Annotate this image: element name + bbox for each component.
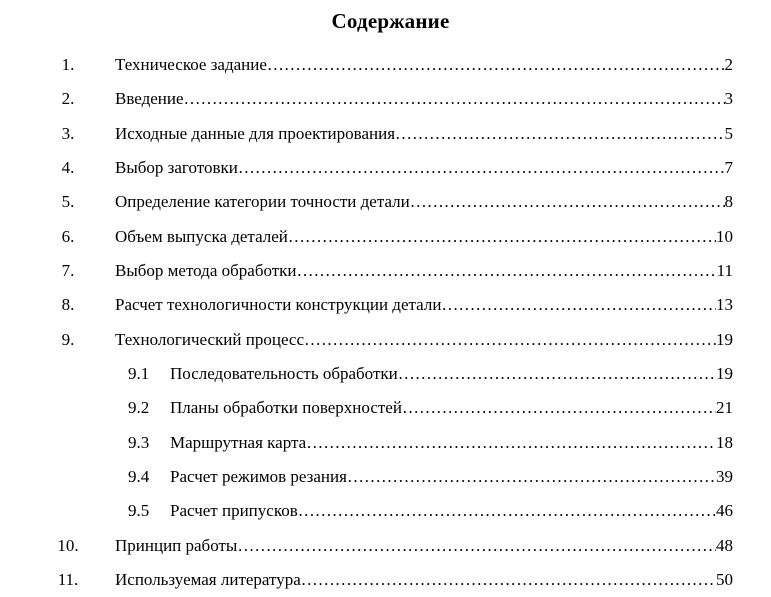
dot-leader: [238, 151, 725, 185]
toc-entry: [48, 117, 733, 151]
toc-entry: [48, 82, 733, 116]
toc-entry-label: Выбор заготовки: [115, 158, 238, 178]
toc-entry-page: 11: [716, 261, 733, 281]
dot-leader: [288, 220, 716, 254]
toc-entry: [48, 220, 733, 254]
toc-entry-label: Маршрутная карта: [170, 432, 307, 452]
toc-entry-label: Определение категории точности детали: [115, 192, 410, 212]
page-title: Содержание: [331, 9, 450, 33]
toc-entry-page: 46: [716, 501, 733, 521]
toc-entry-number: 10.: [57, 535, 79, 555]
toc-entry-number: 9.4: [128, 467, 150, 487]
toc-entry-page: 19: [716, 329, 733, 349]
toc-entry-page: 48: [716, 535, 733, 555]
toc-subentry: [48, 357, 733, 391]
toc-entry-number: 9.2: [128, 398, 150, 418]
toc-entry-label: Расчет технологичности конструкции детали: [115, 295, 442, 315]
dot-leader: [301, 563, 716, 597]
toc-entry: [48, 254, 733, 288]
toc-subentry: [48, 460, 733, 494]
table-of-contents: [48, 48, 733, 597]
dot-leader: [402, 391, 716, 425]
toc-entry-number: 9.1: [128, 364, 150, 384]
toc-subentry: [48, 494, 733, 528]
toc-entry: [48, 288, 733, 322]
toc-entry-page: 5: [724, 123, 733, 143]
toc-entry-page: 10: [716, 226, 733, 246]
toc-entry-number: 8.: [61, 295, 75, 315]
toc-entry-number: 9.3: [128, 432, 150, 452]
toc-entry-page: 39: [716, 467, 733, 487]
dot-leader: [297, 254, 717, 288]
toc-entry-page: 50: [716, 570, 733, 590]
toc-entry: [48, 151, 733, 185]
toc-entry-page: 18: [716, 432, 733, 452]
toc-entry-label: Последовательность обработки: [170, 364, 398, 384]
dot-leader: [347, 460, 716, 494]
toc-entry-page: 8: [724, 192, 733, 212]
dot-leader: [306, 426, 716, 460]
toc-entry-label: Расчет режимов резания: [170, 467, 347, 487]
toc-entry-number: 1.: [61, 55, 75, 74]
toc-entry-label: Принцип работы: [115, 535, 238, 555]
dot-leader: [395, 117, 724, 151]
toc-entry-label: Расчет припусков: [170, 501, 298, 521]
dot-leader: [298, 494, 716, 528]
toc-entry-label: Объем выпуска деталей: [115, 226, 288, 246]
dot-leader: [410, 185, 725, 219]
toc-entry-label: Техническое задание: [115, 55, 267, 74]
toc-entry-label: Выбор метода обработки: [115, 261, 297, 281]
toc-entry: [48, 529, 733, 563]
toc-entry-label: Используемая литература: [115, 570, 301, 590]
toc-entry-number: 11.: [57, 570, 79, 590]
toc-entry-page: 13: [716, 295, 733, 315]
toc-entry-label: Исходные данные для проектирования: [115, 123, 396, 143]
toc-entry-page: 2: [724, 55, 733, 74]
toc-entry-page: 3: [724, 89, 733, 109]
dot-leader: [398, 357, 716, 391]
toc-entry-number: 3.: [61, 123, 75, 143]
toc-entry-page: 7: [724, 158, 733, 178]
dot-leader: [184, 82, 725, 116]
dot-leader: [237, 529, 716, 563]
toc-subentry: [48, 391, 733, 425]
toc-entry-label: Технологический процесс: [115, 329, 305, 349]
toc-entry-number: 5.: [61, 192, 75, 212]
toc-entry-number: 6.: [61, 226, 75, 246]
toc-entry-label: Введение: [115, 89, 184, 109]
toc-entry-number: 9.5: [128, 501, 150, 521]
toc-entry: [48, 323, 733, 357]
toc-entry-number: 7.: [61, 261, 75, 281]
toc-entry: [48, 185, 733, 219]
toc-entry-label: Планы обработки поверхностей: [170, 398, 402, 418]
toc-entry: [48, 48, 733, 82]
toc-entry-number: 2.: [61, 89, 75, 109]
dot-leader: [304, 323, 716, 357]
dot-leader: [267, 48, 725, 82]
toc-entry-number: 9.: [61, 329, 75, 349]
toc-subentry: [48, 426, 733, 460]
toc-entry-page: 21: [716, 398, 733, 418]
toc-entry: [48, 563, 733, 597]
dot-leader: [441, 288, 716, 322]
toc-entry-page: 19: [716, 364, 733, 384]
toc-entry-number: 4.: [61, 158, 75, 178]
